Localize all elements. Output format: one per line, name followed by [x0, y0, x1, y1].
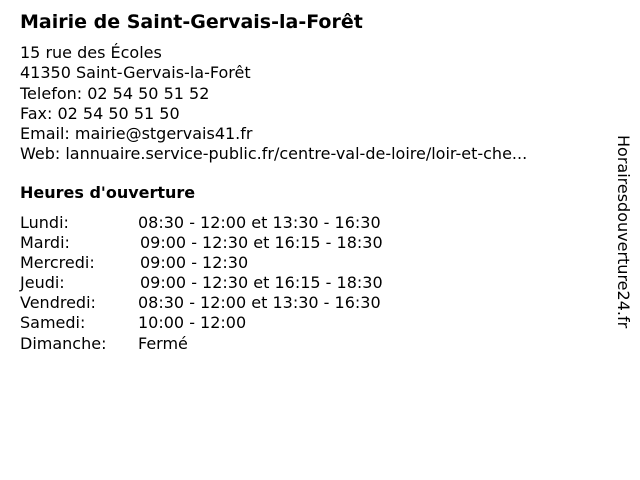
phone-number: Telefon: 02 54 50 51 52 — [20, 83, 210, 103]
street-address: 15 rue des Écoles — [20, 43, 162, 62]
hours-value: Fermé — [138, 333, 188, 353]
city-address: 41350 Saint-Gervais-la-Forêt — [20, 63, 251, 83]
site-watermark: Horairesdouverture24.fr — [614, 135, 633, 329]
fax-number: Fax: 02 54 50 51 50 — [20, 103, 180, 123]
hours-value: 08:30 - 12:00 et 13:30 - 16:30 — [138, 213, 381, 232]
day-label: Lundi: — [20, 213, 69, 232]
day-label: Jeudi: — [20, 273, 65, 293]
hours-value: 10:00 - 12:00 — [138, 313, 247, 333]
hours-value: 09:00 - 12:30 et 16:15 - 18:30 — [140, 273, 383, 293]
website-link[interactable]: Web: lannuaire.service-public.fr/centre-val-de-loire/loir-et-che... — [20, 144, 528, 164]
hours-value: 09:00 - 12:30 — [140, 253, 249, 273]
day-label: Samedi: — [20, 313, 86, 333]
day-label: Dimanche: — [20, 333, 107, 353]
hours-value: 08:30 - 12:00 et 13:30 - 16:30 — [138, 293, 381, 313]
email-address: Email: mairie@stgervais41.fr — [20, 124, 253, 144]
page-title: Mairie de Saint-Gervais-la-Forêt — [20, 11, 363, 33]
day-label: Mardi: — [20, 233, 70, 253]
day-label: Vendredi: — [20, 293, 96, 313]
day-label: Mercredi: — [20, 253, 95, 273]
contact-info — [20, 43, 527, 165]
hours-heading: Heures d'ouverture — [20, 183, 196, 202]
hours-value: 09:00 - 12:30 et 16:15 - 18:30 — [140, 233, 383, 253]
